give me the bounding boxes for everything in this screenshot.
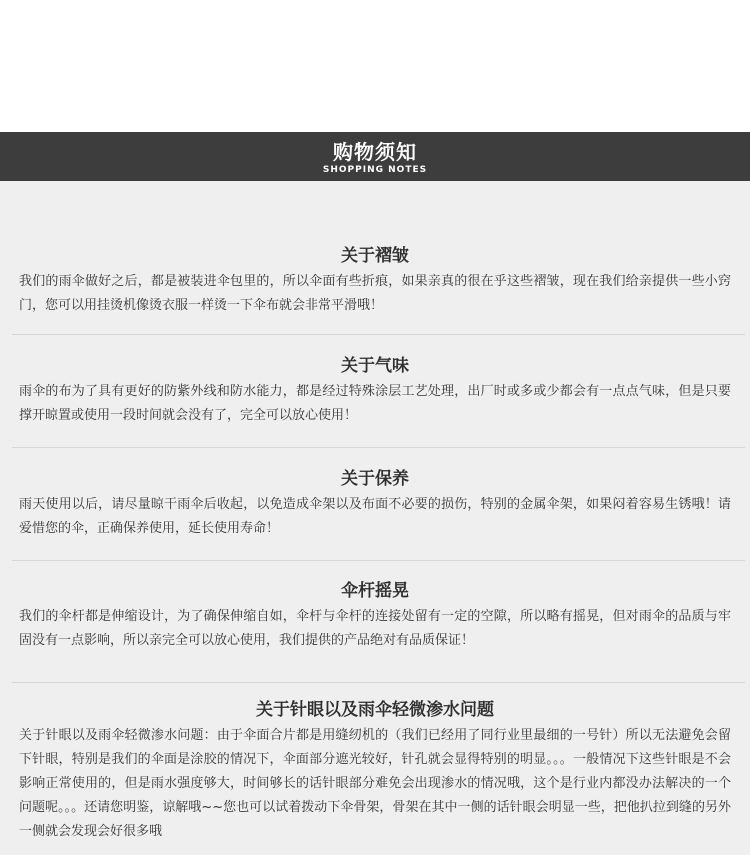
header-title: 购物须知 [333,140,417,164]
divider [12,334,745,335]
section-title: 关于针眼以及雨伞轻微渗水问题 [256,700,494,720]
shopping-notes-header [0,132,750,181]
divider [12,682,745,683]
section-wrinkles [0,245,750,318]
divider [12,447,745,448]
section-body: 我们的伞杆都是伸缩设计，为了确保伸缩自如，伞杆与伞杆的连接处留有一定的空隙，所以略有摇晃，但对雨伞的品质与牢固没有一点影响，所以亲完全可以放心使用，我们提供的产品绝对有品质保证！ [19,609,731,648]
divider [12,560,745,561]
section-body: 雨伞的布为了具有更好的防紫外线和防水能力，都是经过特殊涂层工艺处理，出厂时或多或少都会有一点点气味，但是只要撑开晾置或使用一段时间就会没有了，完全可以放心使用！ [19,384,731,423]
section-odor [0,355,750,428]
section-maintenance [0,468,750,541]
section-title: 关于褶皱 [341,246,409,266]
header-subtitle: SHOPPING NOTES [322,165,428,175]
section-pinholes-seepage [0,699,750,844]
section-body: 我们的雨伞做好之后，都是被装进伞包里的，所以伞面有些折痕，如果亲真的很在乎这些褶皱，现在我们给亲提供一些小窍门，您可以用挂烫机像烫衣服一样烫一下伞布就会非常平滑哦！ [19,274,731,313]
section-title: 伞杆摇晃 [341,581,409,601]
section-title: 关于气味 [341,356,409,376]
top-blank-area [0,0,750,132]
notes-content [0,181,750,855]
section-body: 关于针眼以及雨伞轻微渗水问题：由于伞面合片都是用缝纫机的（我们已经用了同行业里最细的一号针）所以无法避免会留下针眼，特别是我们的伞面是涂胶的情况下，伞面部分遮光较好，针孔就会显得特别的明显。。。一般情况下这些针眼是不会影响正常使用的，但是雨水强度够大，时间够长的话针眼部分难免会出现渗水的情况哦，这个是行业内都没办法解决的一个问题呢。。。还请您明鉴，谅解哦~~您也可以试着拨动下伞骨架，骨架在其中一侧的话针眼会明显一些，把他扒拉到缝的另外一侧就会发现会好很多哦 [19,728,731,839]
section-shaft-wobble [0,580,750,653]
section-title: 关于保养 [341,469,409,489]
section-body: 雨天使用以后，请尽量晾干雨伞后收起，以免造成伞架以及布面不必要的损伤，特别的金属伞架，如果闷着容易生锈哦！请爱惜您的伞，正确保养使用，延长使用寿命！ [19,497,731,536]
